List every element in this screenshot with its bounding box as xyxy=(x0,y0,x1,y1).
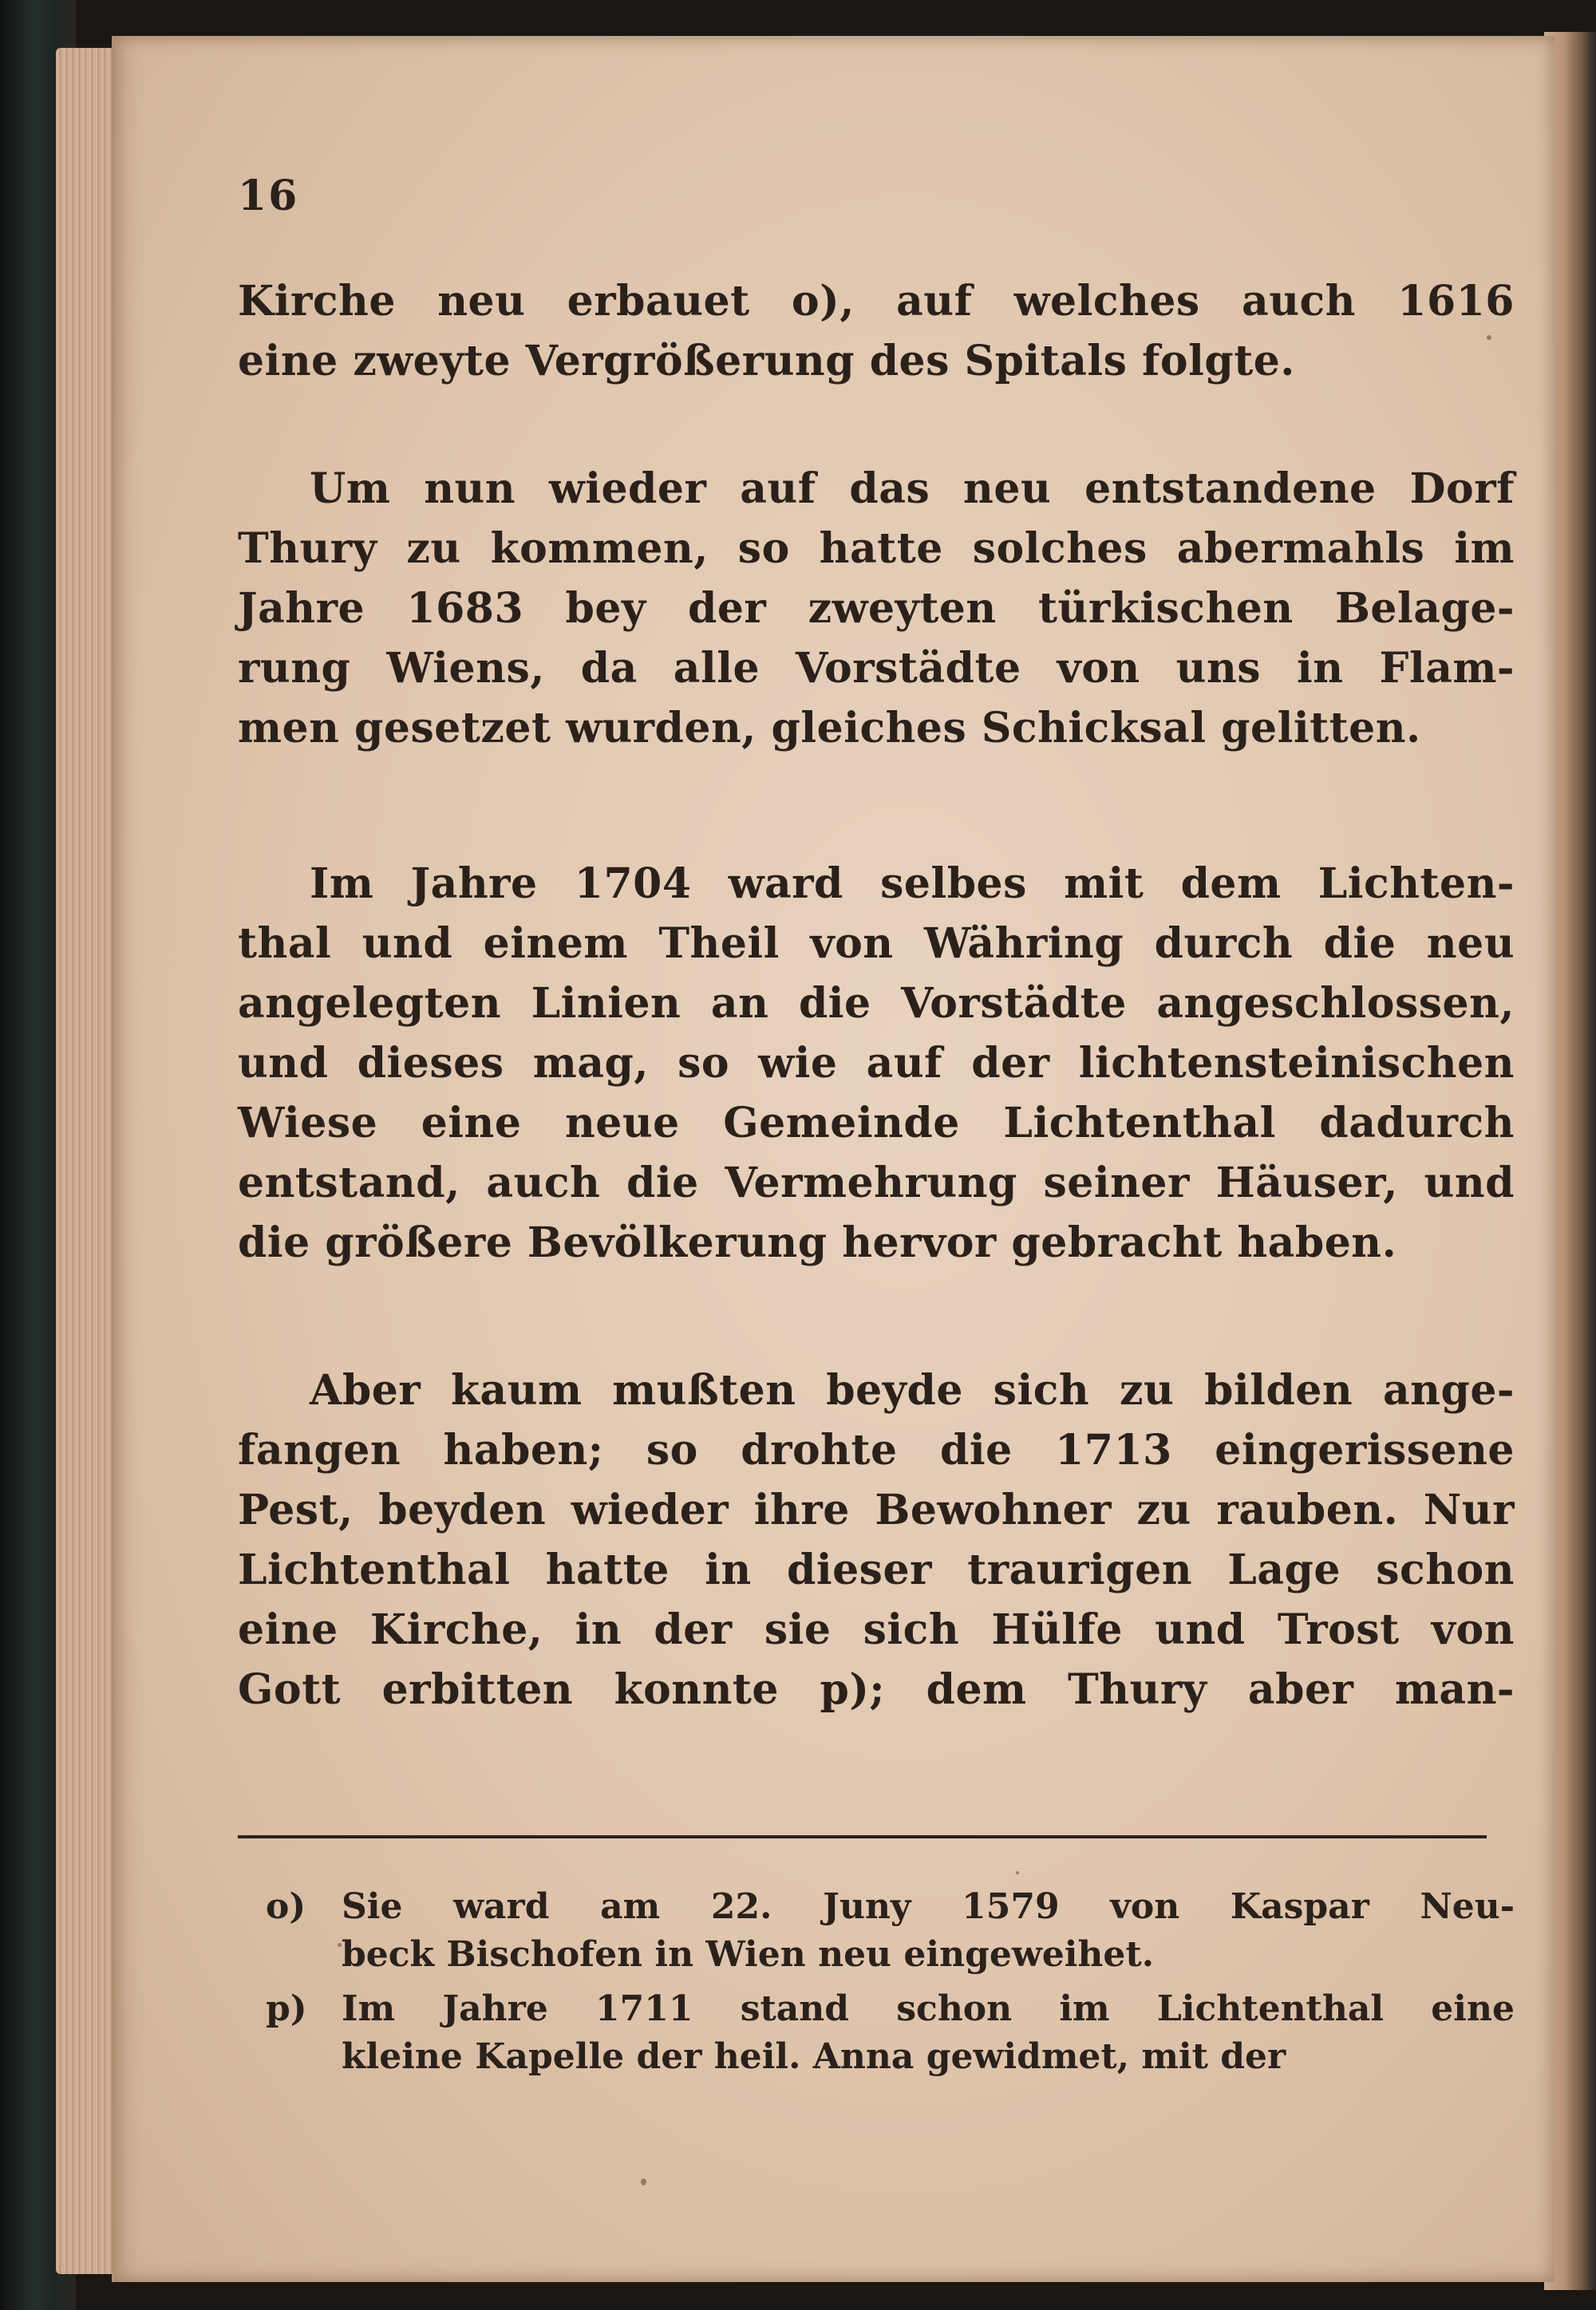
paper-speck xyxy=(1016,1871,1019,1874)
text-line: eine zweyte Vergrößerung des Spitals folgte. xyxy=(238,337,1295,385)
text-line: und dieses mag, so wie auf der lichtensteinischen xyxy=(238,1039,1515,1088)
footnote-marker: o) xyxy=(266,1886,306,1927)
book-page xyxy=(112,36,1555,2282)
text-line: Thury zu kommen, so hatte solches abermahls im xyxy=(238,524,1515,573)
text-line: Aber kaum mußten beyde sich zu bilden ange- xyxy=(310,1366,1515,1415)
page-number: 16 xyxy=(238,172,299,220)
paragraph-1 xyxy=(238,271,1515,391)
text-line: Lichtenthal hatte in dieser traurigen Lage schon xyxy=(238,1546,1515,1594)
text-line: die größere Bevölkerung hervor gebracht haben. xyxy=(238,1218,1397,1267)
paragraph-4 xyxy=(238,1360,1515,1720)
text-line: rung Wiens, da alle Vorstädte von uns in Flam- xyxy=(238,644,1515,693)
footnote-line: beck Bischofen in Wien neu eingeweihet. xyxy=(342,1934,1155,1975)
footnote-line: Sie ward am 22. Juny 1579 von Kaspar Neu- xyxy=(342,1886,1515,1927)
footnote-o xyxy=(238,1883,1515,1979)
text-line: Wiese eine neue Gemeinde Lichtenthal dadurch xyxy=(238,1099,1515,1147)
footnote-p xyxy=(238,1985,1515,2081)
text-line: angelegten Linien an die Vorstädte angeschlossen, xyxy=(238,979,1515,1028)
text-line: thal und einem Theil von Währing durch die neu xyxy=(238,919,1515,968)
footnote-marker: p) xyxy=(266,1988,307,2029)
text-line: eine Kirche, in der sie sich Hülfe und Trost von xyxy=(238,1605,1515,1654)
footnote-divider xyxy=(238,1835,1487,1838)
paper-speck xyxy=(1487,335,1491,340)
text-line: men gesetzet wurden, gleiches Schicksal gelitten. xyxy=(238,704,1421,752)
text-line: Im Jahre 1704 ward selbes mit dem Lichten- xyxy=(310,859,1515,908)
paragraph-2 xyxy=(238,459,1515,758)
footnote-line: kleine Kapelle der heil. Anna gewidmet, mit der xyxy=(342,2036,1286,2077)
footnote-line: Im Jahre 1711 stand schon im Lichtenthal eine xyxy=(342,1988,1515,2029)
paper-speck xyxy=(338,1943,342,1947)
text-line: fangen haben; so drohte die 1713 eingerissene xyxy=(238,1426,1515,1475)
text-line: Um nun wieder auf das neu entstandene Dorf xyxy=(310,464,1515,513)
text-line: Jahre 1683 bey der zweyten türkischen Belage- xyxy=(238,584,1515,633)
text-line: Kirche neu erbauet o), auf welches auch 1616 xyxy=(238,277,1515,326)
text-line: entstand, auch die Vermehrung seiner Häuser, und xyxy=(238,1159,1515,1207)
text-line: Gott erbitten konnte p); dem Thury aber man- xyxy=(238,1665,1515,1714)
paper-speck xyxy=(641,2178,646,2186)
footnotes xyxy=(238,1883,1515,2087)
paragraph-3 xyxy=(238,854,1515,1273)
text-line: Pest, beyden wieder ihre Bewohner zu rauben. Nur xyxy=(238,1486,1515,1534)
